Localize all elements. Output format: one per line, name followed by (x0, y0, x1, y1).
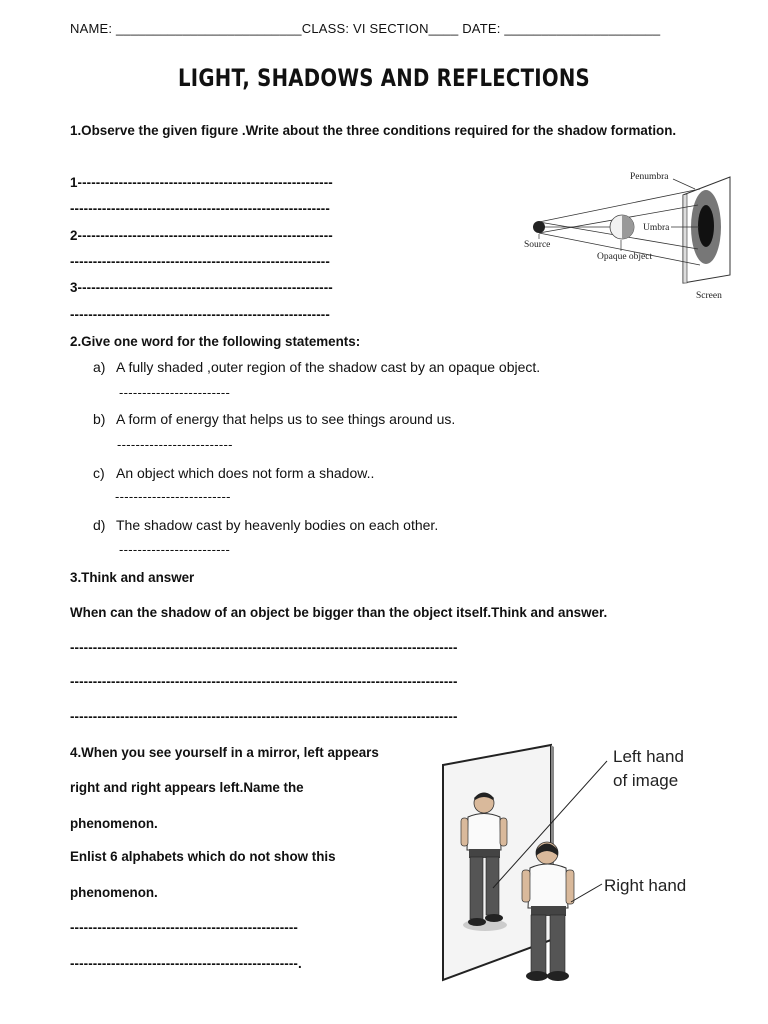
answer-blank[interactable]: ------------------------ (119, 542, 231, 557)
question-3-heading: 3.Think and answer (70, 570, 195, 585)
question-1-text: 1.Observe the given figure .Write about the three conditions required for the shadow formation. (70, 123, 677, 138)
answer-line[interactable]: -------------------------------------------------- (70, 920, 298, 935)
answer-line[interactable]: --------------------------------------------------------- (70, 254, 330, 269)
answer-blank[interactable]: ------------------------- (117, 437, 233, 452)
answer-line[interactable]: --------------------------------------------------------- (70, 201, 330, 216)
opaque-object-label: Opaque object (597, 252, 653, 262)
question-4-line: phenomenon. (70, 816, 158, 831)
source-label: Source (524, 240, 551, 250)
question-4-line: 4.When you see yourself in a mirror, left appears (70, 745, 379, 760)
answer-line[interactable]: ------------------------------------------------------------------------------------- (70, 640, 458, 655)
shadow-formation-diagram (515, 165, 740, 310)
header-info-line: NAME: _________________________CLASS: VI SECTION____ DATE: _____________________ (70, 21, 661, 36)
item-marker: b) (93, 411, 106, 427)
answer-line[interactable]: ------------------------------------------------------------------------------------- (70, 674, 458, 689)
screen-label: Screen (696, 291, 722, 301)
penumbra-label: Penumbra (630, 172, 669, 182)
light-source-shape (533, 221, 545, 233)
item-marker: c) (93, 465, 105, 481)
question-2-text: 2.Give one word for the following statements: (70, 334, 361, 349)
left-hand-label-line1: Left hand (613, 747, 684, 766)
answer-blank[interactable]: ------------------------- (115, 489, 231, 504)
question-3-text: When can the shadow of an object be bigger than the object itself.Think and answer. (70, 605, 608, 620)
answer-line[interactable]: 2-------------------------------------------------------- (70, 228, 333, 243)
page-title: LIGHT, SHADOWS AND REFLECTIONS (178, 64, 590, 92)
statement-text: A form of energy that helps us to see things around us. (116, 411, 456, 427)
answer-line[interactable]: 1-------------------------------------------------------- (70, 175, 333, 190)
umbra-label: Umbra (643, 223, 670, 233)
item-marker: a) (93, 359, 106, 375)
answer-line[interactable]: --------------------------------------------------------- (70, 307, 330, 322)
statement-text: A fully shaded ,outer region of the shadow cast by an opaque object. (116, 359, 541, 375)
answer-line[interactable]: --------------------------------------------------. (70, 956, 302, 971)
item-marker: d) (93, 517, 106, 533)
answer-line[interactable]: 3-------------------------------------------------------- (70, 280, 333, 295)
answer-blank[interactable]: ------------------------ (119, 385, 231, 400)
umbra-shape (698, 205, 714, 247)
question-4-line: phenomenon. (70, 885, 158, 900)
answer-line[interactable]: ------------------------------------------------------------------------------------- (70, 709, 458, 724)
question-4-line: Enlist 6 alphabets which do not show this (70, 849, 336, 864)
left-hand-label-line2: of image (613, 771, 679, 790)
right-hand-label: Right hand (604, 876, 687, 895)
question-4-line: right and right appears left.Name the (70, 780, 304, 795)
statement-text: The shadow cast by heavenly bodies on each other. (116, 517, 439, 533)
statement-text: An object which does not form a shadow.. (116, 465, 375, 481)
mirror-reflection-illustration (435, 740, 725, 985)
